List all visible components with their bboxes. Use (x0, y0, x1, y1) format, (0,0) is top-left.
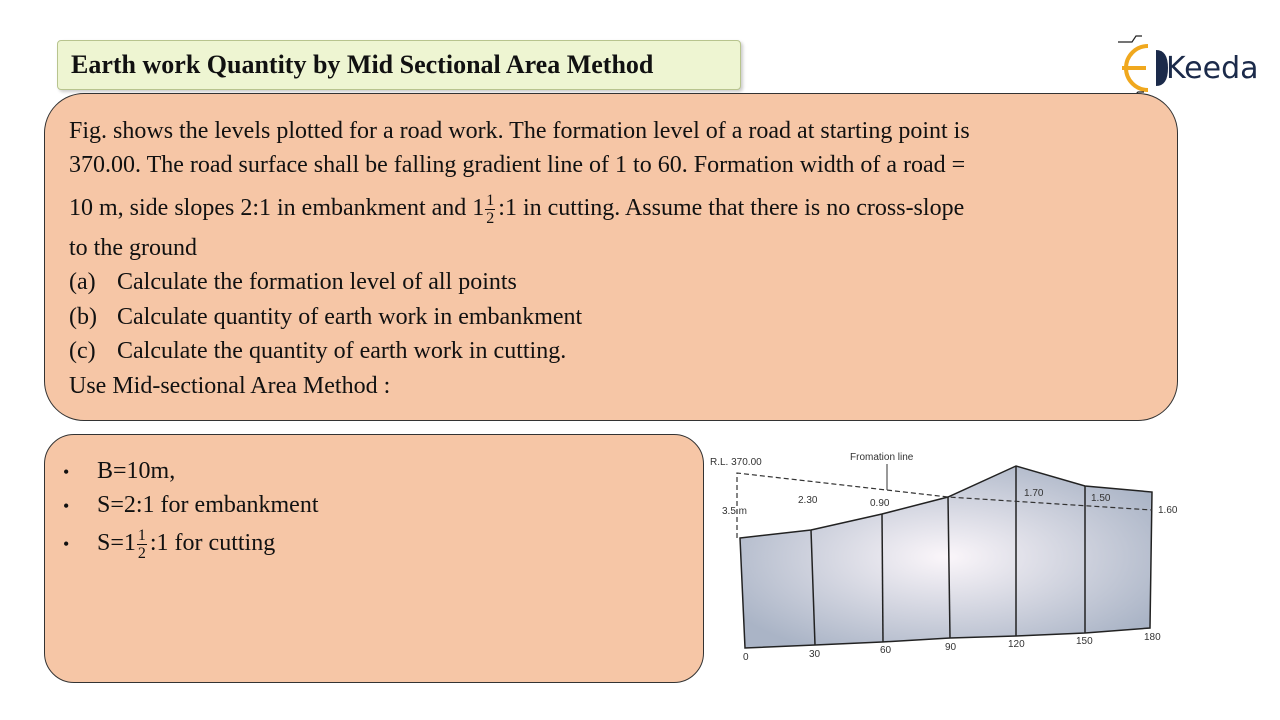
rl-label: R.L. 370.00 (710, 457, 762, 468)
question-line: to the ground (69, 235, 197, 261)
title-banner (57, 40, 741, 90)
question-box (44, 93, 1178, 421)
bullet-item: • B=10m, (63, 458, 176, 484)
slide-title: Earth work Quantity by Mid Sectional Area Method (71, 50, 654, 79)
formation-label: Fromation line (850, 452, 914, 463)
chainage-label: 30 (809, 649, 821, 660)
chainage-label: 90 (945, 642, 957, 653)
question-line: Use Mid-sectional Area Method : (69, 373, 391, 399)
fraction: $\frac{1}{2}$ (486, 192, 495, 227)
depth-label: 1.60 (1158, 505, 1178, 516)
question-item: (c) Calculate the quantity of earth work in cutting. (69, 338, 567, 364)
start-depth: 3.5 m (722, 506, 748, 517)
question-line: Fig. shows the levels plotted for a road work. The formation level of a road at starting point is (69, 118, 970, 144)
bullet-item: • S=2:1 for embankment (63, 492, 319, 518)
chainage-label: 150 (1076, 636, 1093, 647)
question-item: (b) Calculate quantity of earth work in embankment (69, 304, 583, 330)
depth-label: 2.30 (798, 495, 818, 506)
given-box (44, 434, 704, 683)
depth-label: 1.70 (1024, 488, 1044, 499)
depth-label: 1.50 (1091, 493, 1111, 504)
logo-text: Keeda (1166, 51, 1259, 86)
chainage-label: 180 (1144, 632, 1161, 643)
chainage-label: 60 (880, 645, 892, 656)
depth-label: 0.90 (870, 498, 890, 509)
question-line: 370.00. The road surface shall be falling gradient line of 1 to 60. Formation width of a road = (69, 152, 966, 178)
road-profile-figure (700, 440, 1190, 670)
question-item: (a) Calculate the formation level of all points (69, 269, 517, 295)
chainage-label: 120 (1008, 639, 1025, 650)
bullet-item: • S=1 $\frac{1}{2}$ :1 for cutting (63, 527, 276, 562)
question-line: 10 m, side slopes 2:1 in embankment and 1 $\frac{1}{2}$ :1 in cutting. Assume that there is no cross-slope (69, 192, 965, 227)
ekeeda-logo (1108, 28, 1268, 103)
chainage-label: 0 (743, 652, 749, 663)
